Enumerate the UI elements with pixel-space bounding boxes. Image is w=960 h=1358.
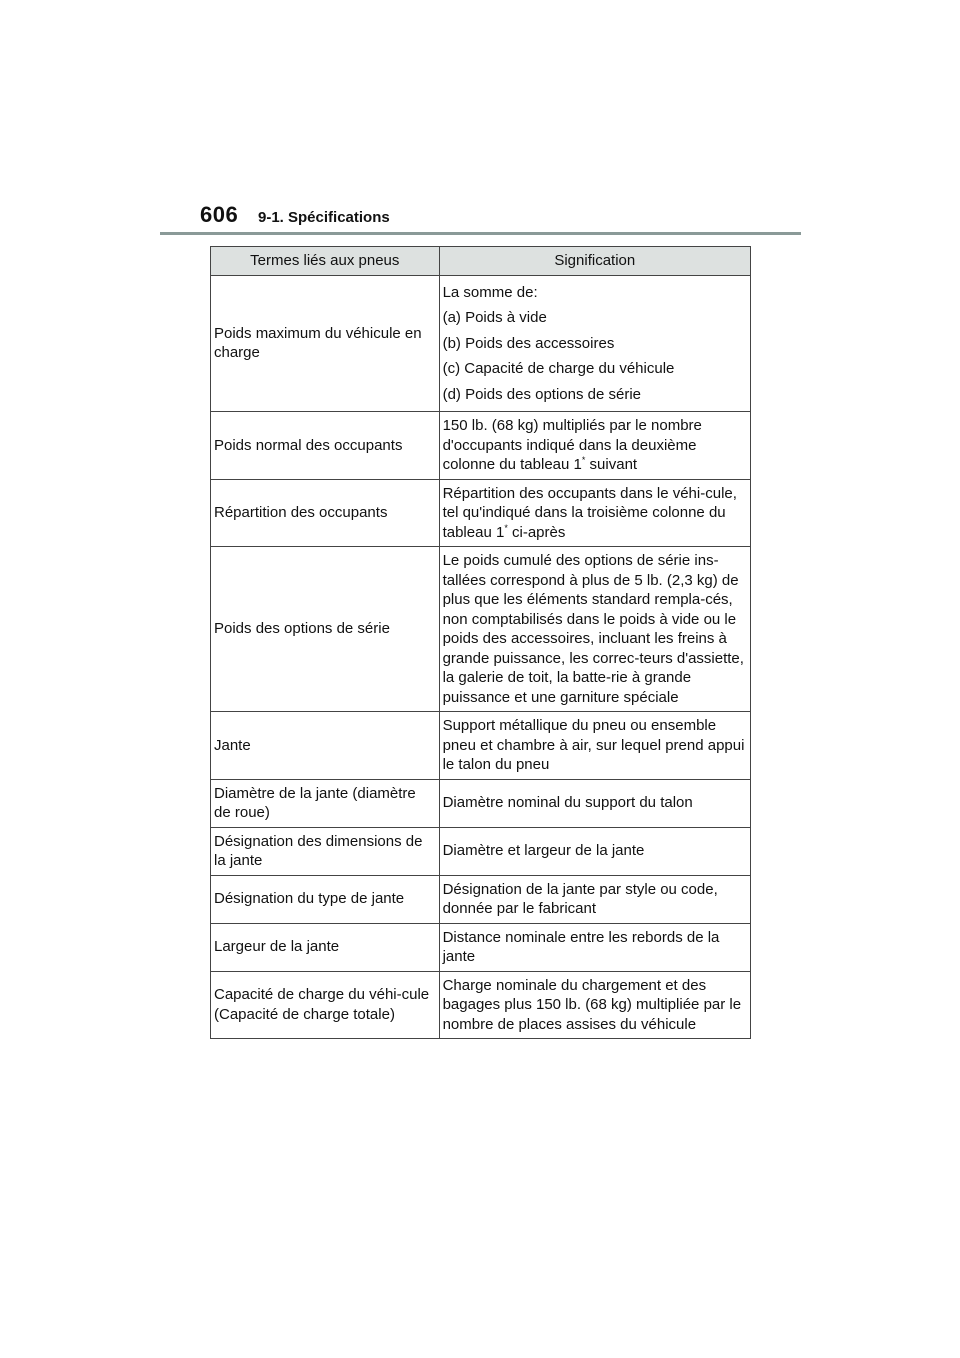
term-cell: Désignation du type de jante [211,875,440,923]
term-cell: Poids maximum du véhicule en charge [211,275,440,412]
definition-text: 150 lb. (68 kg) multipliés par le nombre d'occupants indiqué dans la deuxième colonne du tableau 1 [442,417,702,473]
table-row [211,479,751,547]
table-row [211,779,751,827]
definition-tail: ci-après [507,523,566,541]
table-row [211,412,751,480]
footnote-mark: * [581,455,586,465]
column-header-definition: Signification [439,247,750,276]
page-header [200,202,800,234]
tire-terms-table [210,246,751,1039]
definition-tail: suivant [585,456,638,473]
term-cell: Poids des options de série [211,547,440,712]
definition-cell: Diamètre et largeur de la jante [439,827,750,875]
definition-line: La somme de: [442,283,538,301]
table-header-row [211,247,751,276]
definition-cell: Charge nominale du chargement et des bagages plus 150 lb. (68 kg) multipliée par le nombre de places assises du véhicule [439,971,750,1039]
definition-line: (a) Poids à vide [442,309,547,326]
definition-line: (d) Poids des options de série [442,385,642,403]
term-cell: Répartition des occupants [211,479,440,547]
definition-cell: Support métallique du pneu ou ensemble pneu et chambre à air, sur lequel prend appui le talon du pneu [439,712,750,780]
section-title: 9-1. Spécifications [258,209,390,226]
footnote-mark: * [504,522,508,533]
definition-cell [439,479,750,547]
table-row [211,971,751,1039]
definition-cell [439,275,750,412]
definition-cell: Distance nominale entre les rebords de la jante [439,923,750,971]
page-number: 606 [200,202,239,227]
table-row [211,923,751,971]
definition-cell: Désignation de la jante par style ou code, donnée par le fabricant [439,875,750,923]
term-cell: Jante [211,712,440,780]
table-row [211,827,751,875]
term-cell: Diamètre de la jante (diamètre de roue) [211,779,440,827]
term-cell: Largeur de la jante [211,923,440,971]
table-row [211,712,751,780]
table-row [211,275,751,412]
definition-cell [439,412,750,480]
definition-line: (c) Capacité de charge du véhicule [442,360,675,377]
definition-line: (b) Poids des accessoires [442,334,615,352]
column-header-term: Termes liés aux pneus [211,247,440,276]
definition-text: Répartition des occupants dans le véhi-cule, tel qu'indiqué dans la troisième colonne du tableau 1 [442,484,737,541]
header-divider [160,232,801,235]
term-cell: Poids normal des occupants [211,412,440,480]
term-cell: Capacité de charge du véhi-cule (Capacité de charge totale) [211,971,440,1039]
definition-cell: Le poids cumulé des options de série ins-tallées correspond à plus de 5 lb. (2,3 kg) de plus que les éléments standard rempla-cés, non comptabilisés dans le poids à vide ou le poids des accessoires, incluant les freins à grande puissance, les correc-teurs d'assiette, la galerie de toit, la batte-rie à grande puissance et une garniture spéciale [439,547,750,712]
table-row [211,875,751,923]
table-row [211,547,751,712]
term-cell: Désignation des dimensions de la jante [211,827,440,875]
definition-cell: Diamètre nominal du support du talon [439,779,750,827]
